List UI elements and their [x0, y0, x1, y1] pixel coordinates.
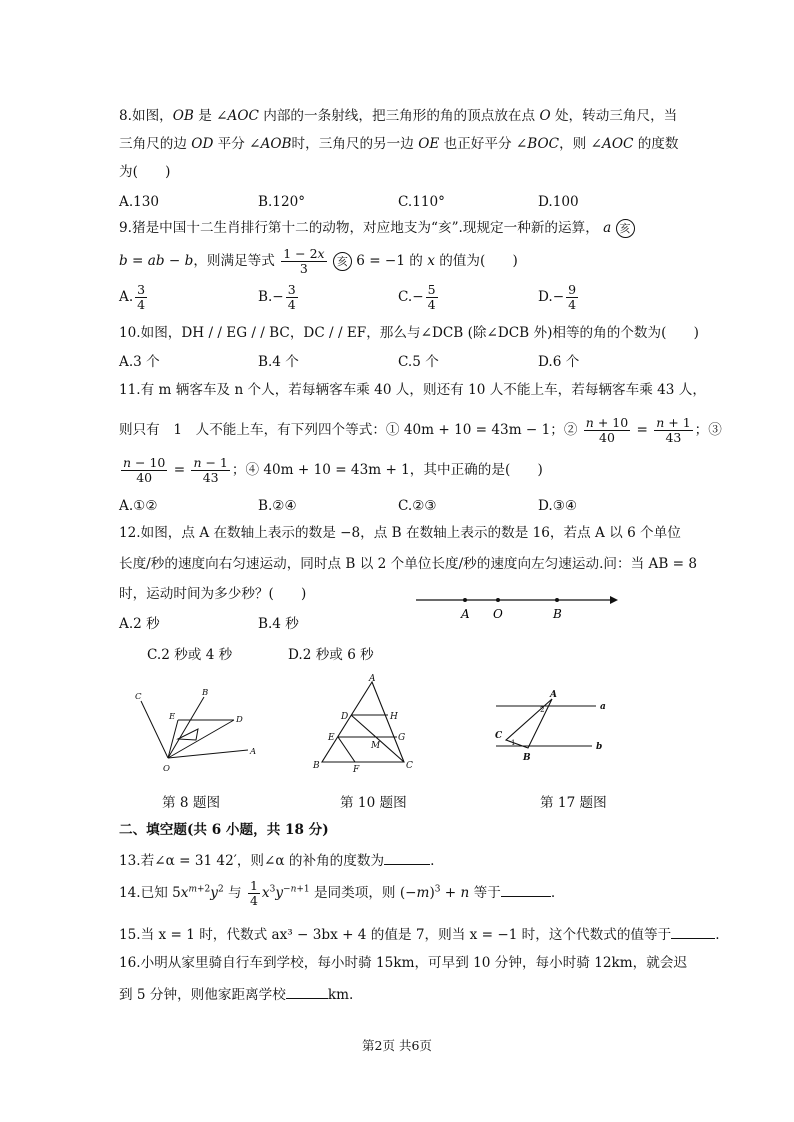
q9-option-d: D.− $\frac{9}{4}$	[538, 282, 577, 312]
q8-option-a: A.130	[119, 194, 160, 210]
caption-fig10: 第 10 题图	[340, 795, 407, 811]
q8-option-c: C.110°	[398, 194, 445, 210]
q8-line3: 为( )	[119, 164, 171, 180]
q12-line3: 时，运动时间为多少秒？( )	[119, 586, 307, 602]
svg-text:a: a	[600, 702, 606, 712]
caption-fig8: 第 8 题图	[162, 795, 221, 811]
q10-option-b: B.4 个	[258, 354, 299, 370]
svg-text:M: M	[371, 741, 381, 751]
page-footer: 第2页 共6页	[362, 1038, 432, 1053]
q9-line2: b = ab − b，则满足等式 $\frac{1 - 2x}{3}$ 亥 6 = −1 的 x 的值为( )	[119, 246, 518, 276]
point-b	[555, 598, 559, 602]
svg-text:B: B	[553, 607, 562, 621]
svg-text:O: O	[493, 607, 503, 621]
q11-option-b: B.②④	[258, 498, 297, 514]
svg-text:D: D	[341, 712, 349, 722]
svg-text:b: b	[596, 742, 603, 752]
q13: 13.若∠α = 31 42′，则∠α 的补角的度数为 .	[119, 850, 434, 871]
figure-10	[308, 672, 418, 772]
figure-8	[126, 683, 266, 778]
svg-text:H: H	[390, 712, 398, 722]
q8-line1: 8.如图，OB 是 ∠AOC 内部的一条射线，把三角形的角的顶点放在点 O 处，转动三角尺，当	[119, 108, 678, 124]
point-o	[496, 598, 500, 602]
svg-text:A: A	[550, 690, 557, 700]
svg-text:A: A	[250, 747, 257, 757]
q9-option-b: B.− $\frac{3}{4}$	[258, 282, 296, 312]
svg-text:D: D	[236, 715, 243, 725]
caption-fig17: 第 17 题图	[540, 795, 607, 811]
hai-operator-icon: 亥	[616, 219, 635, 238]
q8-option-d: D.100	[538, 194, 579, 210]
svg-text:C: C	[495, 731, 503, 741]
svg-text:C: C	[135, 692, 142, 702]
q11-line3: $\frac{n - 10}{40}$ = $\frac{n - 1}{43}$ ；④ 40m + 10 = 43m + 1，其中正确的是( )	[123, 455, 543, 485]
q10-option-d: D.6 个	[538, 354, 580, 370]
q12-option-a: A.2 秒	[119, 616, 160, 632]
q11-option-a: A.①②	[119, 498, 158, 514]
q8-option-b: B.120°	[258, 194, 306, 210]
q9-option-a: A. $\frac{3}{4}$	[119, 282, 146, 312]
q12-option-b: B.4 秒	[258, 616, 299, 632]
hai-operator-icon: 亥	[333, 252, 352, 271]
svg-text:E: E	[328, 733, 335, 743]
figure-17	[488, 686, 608, 766]
q12-line1: 12.如图，点 A 在数轴上表示的数是 −8，点 B 在数轴上表示的数是 16，若点 A 以 6 个单位	[119, 525, 681, 541]
q9-fraction: $\frac{1 - 2x}{3}$	[283, 246, 325, 276]
section-2-heading: 二、填空题(共 6 小题，共 18 分)	[119, 822, 329, 838]
point-a	[463, 598, 467, 602]
q10-option-c: C.5 个	[398, 354, 439, 370]
q16-line1: 16.小明从家里骑自行车到学校，每小时骑 15km，可早到 10 分钟，每小时骑 12km，就会迟	[119, 955, 688, 971]
svg-text:A: A	[369, 674, 376, 684]
svg-text:B: B	[523, 753, 531, 763]
q9-line1: 9.猪是中国十二生肖排行第十二的动物，对应地支为“亥”.现规定一种新的运算， a 亥	[119, 218, 635, 238]
q8-line2: 三角尺的边 OD 平分 ∠AOB时，三角尺的另一边 OE 也正好平分 ∠BOC，则 ∠AOC 的度数	[119, 136, 679, 152]
q12-number-line	[412, 590, 622, 622]
svg-text:F: F	[353, 765, 360, 772]
svg-text:1: 1	[511, 739, 516, 747]
q16-line2: 到 5 分钟，则他家距离学校 km.	[119, 984, 353, 1005]
q12-option-c: C.2 秒或 4 秒	[147, 647, 233, 663]
svg-text:G: G	[398, 733, 406, 743]
q12-line2: 长度/秒的速度向右匀速运动，同时点 B 以 2 个单位长度/秒的速度向左匀速运动.问：当 AB = 8	[119, 556, 697, 572]
q11-line2: 则只有 1 人不能上车，有下列四个等式：① 40m + 10 = 43m − 1；② $\frac{n + 10}{40}$ = $\frac{n + 1}{43}$ ；③	[119, 415, 722, 445]
q14: 14.已知 $5x^{m+2}y^2$ 与 $\frac{1}{4}$ $x^3y^{-n+1}$ 是同类项，则 $(-m)^3 + n$ 等于 .	[119, 878, 556, 908]
svg-text:2: 2	[540, 706, 545, 714]
q11-option-c: C.②③	[398, 498, 437, 514]
svg-text:E: E	[169, 712, 176, 722]
svg-text:O: O	[163, 764, 170, 774]
svg-text:C: C	[406, 761, 413, 771]
q11-option-d: D.③④	[538, 498, 578, 514]
q11-line1: 11.有 m 辆客车及 n 个人，若每辆客车乘 40 人，则还有 10 人不能上车，若每辆客车乘 43 人，	[119, 382, 706, 398]
q15: 15.当 x = 1 时，代数式 ax³ − 3bx + 4 的值是 7，则当 x = −1 时，这个代数式的值等于 .	[119, 924, 720, 945]
q12-option-d: D.2 秒或 6 秒	[288, 647, 374, 663]
q9-option-c: C.− $\frac{5}{4}$	[398, 282, 436, 312]
svg-text:A: A	[461, 607, 470, 621]
q10-line1: 10.如图，DH / / EG / / BC，DC / / EF，那么与∠DCB (除∠DCB 外)相等的角的个数为( )	[119, 325, 699, 341]
svg-text:B: B	[202, 688, 209, 698]
q10-option-a: A.3 个	[119, 354, 160, 370]
svg-text:B: B	[313, 761, 320, 771]
